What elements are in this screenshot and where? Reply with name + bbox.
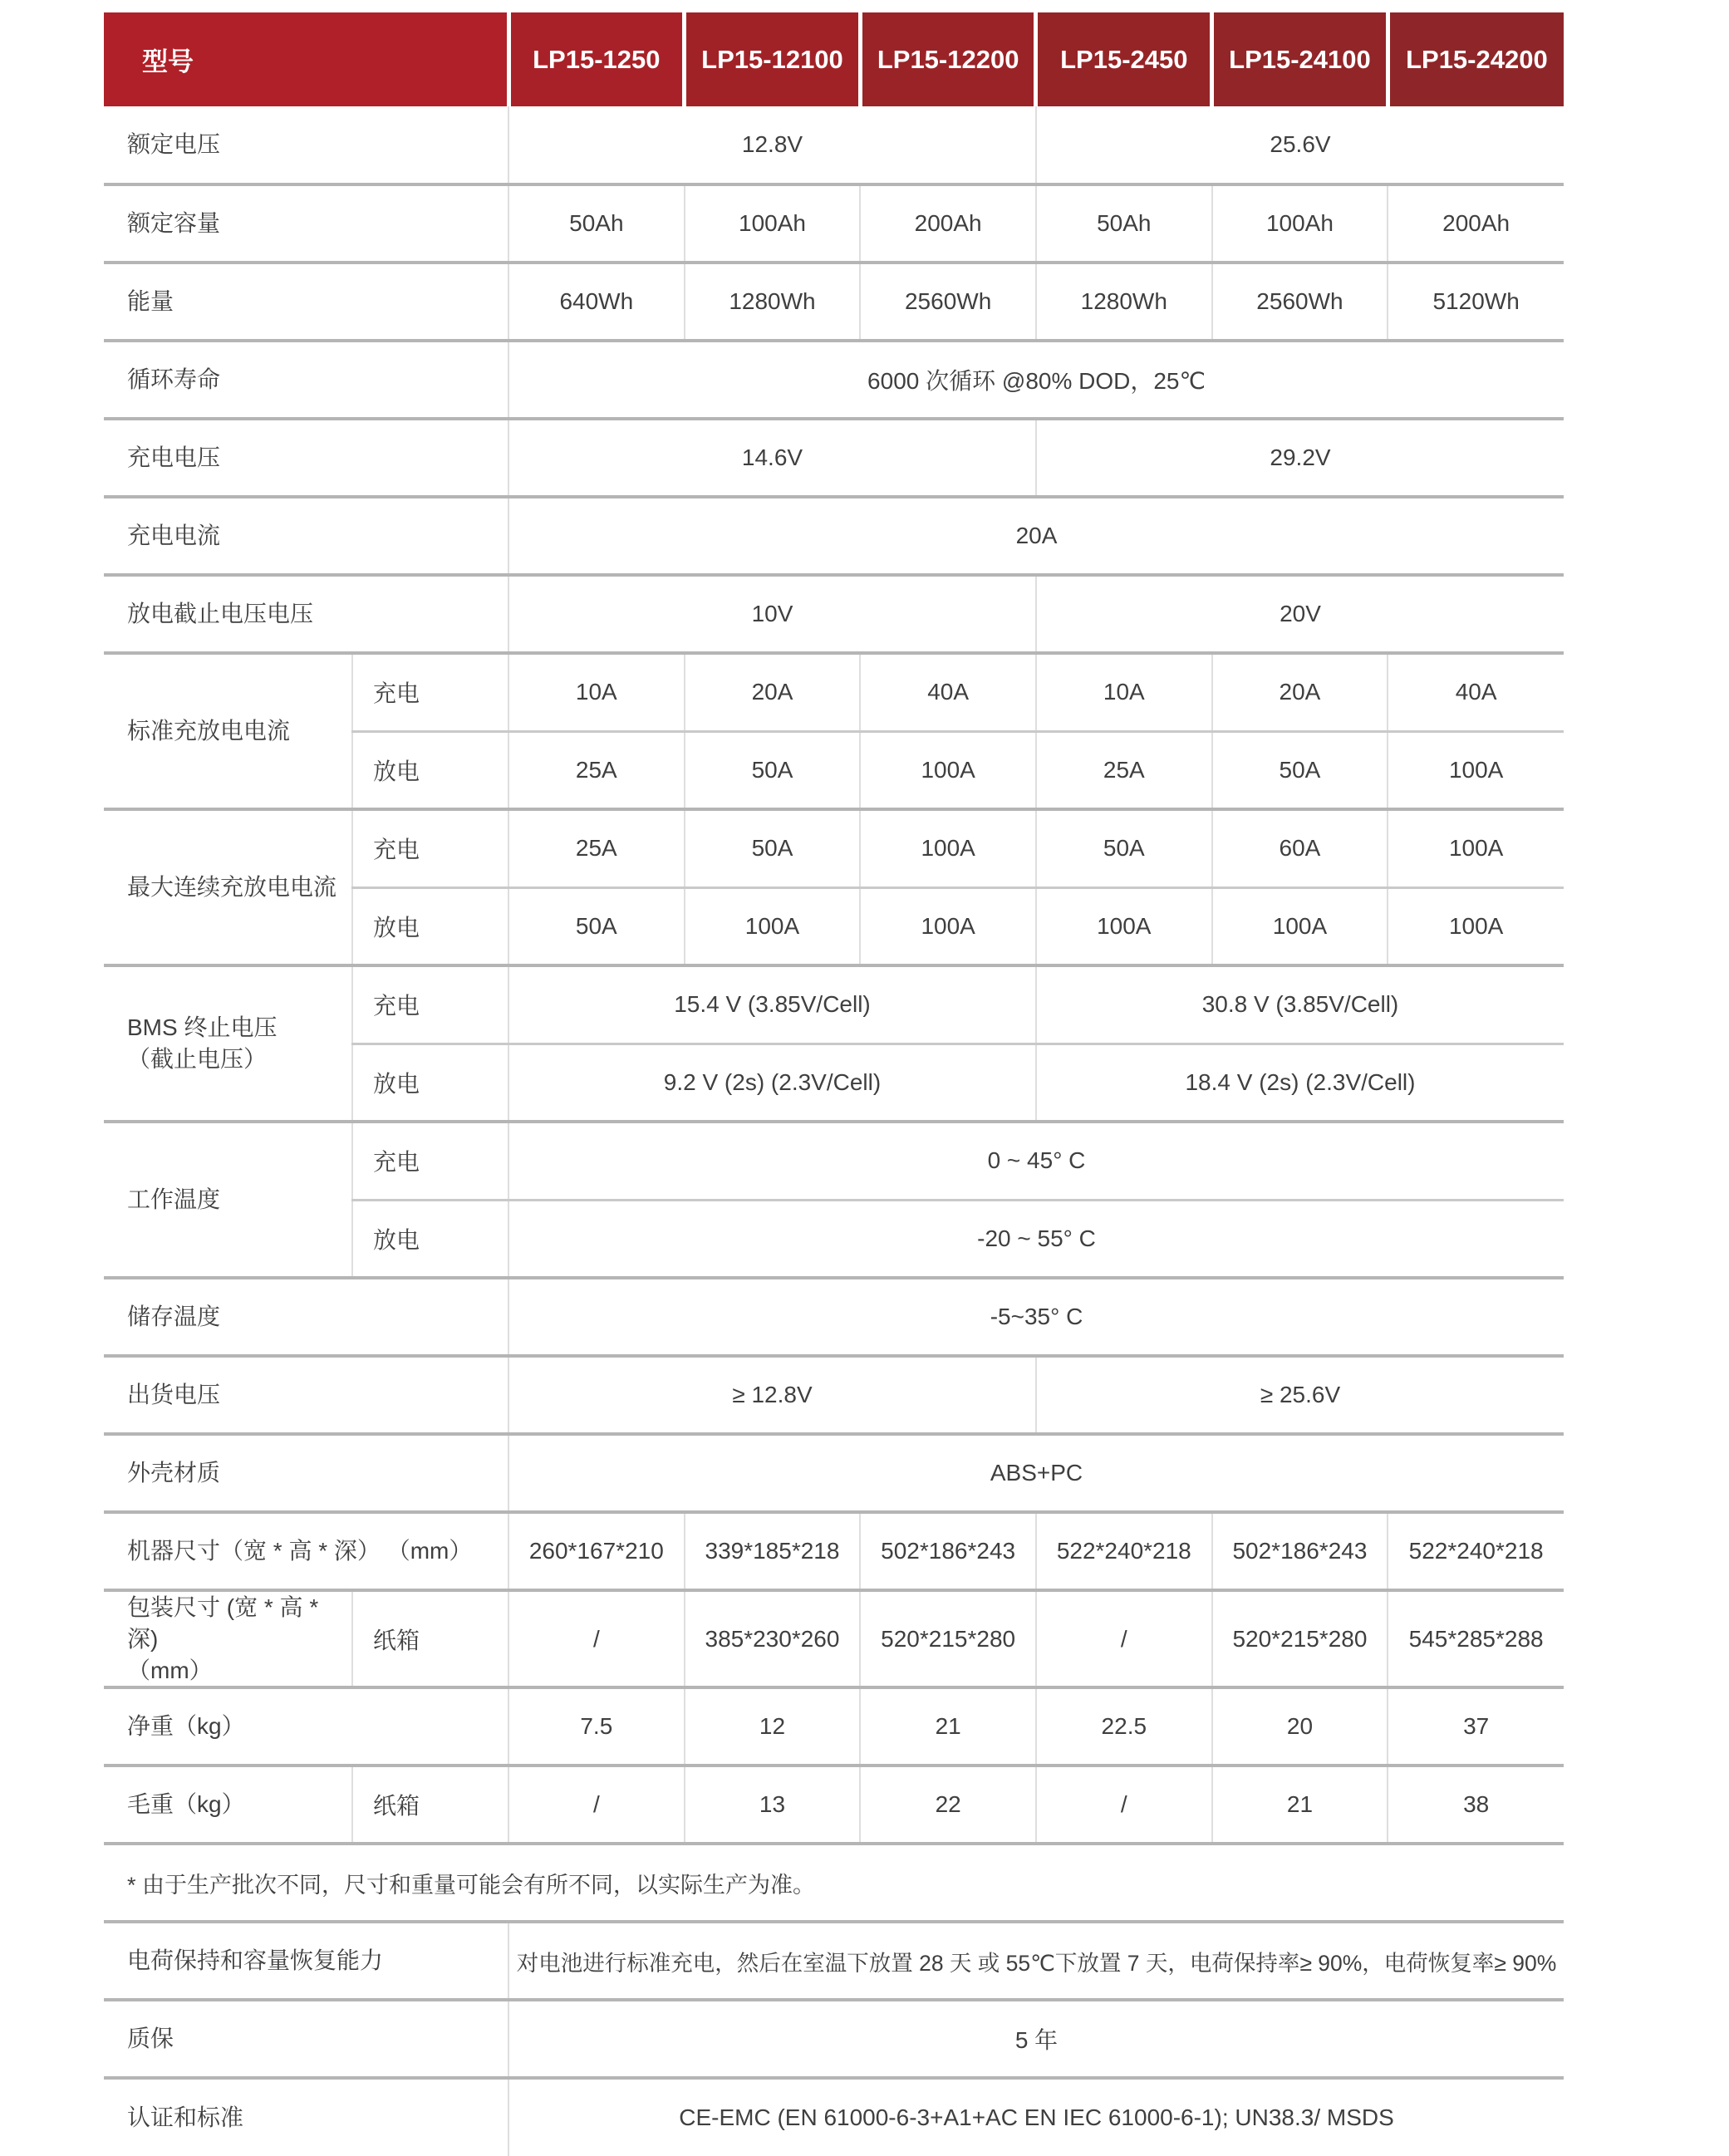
package-size-label-line2: （mm） [127,1657,213,1683]
value-cell: 15.4 V (3.85V/Cell) [508,965,1036,1044]
value-cell: / [508,1766,685,1844]
model-column-header: LP15-12200 [860,12,1036,106]
value-cell: 9.2 V (2s) (2.3V/Cell) [508,1044,1036,1122]
spec-row-shipping-voltage [104,1356,1564,1434]
standard-current-label: 标准充放电电流 [104,653,352,809]
model-column-header: LP15-2450 [1036,12,1212,106]
spec-row-operating-temp-charge [104,1122,1564,1200]
value-cell: ABS+PC [508,1434,1564,1512]
value-cell: 50A [1036,809,1212,887]
value-cell: 5120Wh [1388,263,1564,341]
value-cell: 13 [685,1766,861,1844]
charge-sub-label: 充电 [352,809,508,887]
value-cell: / [1036,1590,1212,1687]
value-cell: 522*240*218 [1036,1512,1212,1590]
spec-row-charge-current [104,497,1564,575]
spec-row-charge-retention [104,1922,1564,2000]
discharge-sub-label: 放电 [352,1200,508,1278]
model-column-header: LP15-24200 [1388,12,1564,106]
model-column-header: LP15-1250 [508,12,685,106]
warranty-label: 质保 [104,2000,508,2078]
spec-row-warranty [104,2000,1564,2078]
value-cell: 50A [1212,731,1388,809]
value-cell: 520*215*280 [860,1590,1036,1687]
rated-capacity-label: 额定容量 [104,184,508,263]
value-cell: 545*285*288 [1388,1590,1564,1687]
value-cell: 12 [685,1687,861,1766]
value-cell: 50A [685,731,861,809]
gross-weight-label: 毛重（kg） [104,1766,352,1844]
value-cell: 21 [860,1687,1036,1766]
value-cell: 260*167*210 [508,1512,685,1590]
charge-sub-label: 充电 [352,653,508,731]
production-batch-note: * 由于生产批次不同，尺寸和重量可能会有所不同，以实际生产为准。 [104,1844,1564,1922]
spec-row-standard-current-charge [104,653,1564,731]
charge-sub-label: 充电 [352,1122,508,1200]
value-cell: 100A [1388,731,1564,809]
charge-voltage-label: 充电电压 [104,419,508,497]
discharge-cutoff-voltage-label: 放电截止电压电压 [104,575,508,653]
storage-temp-label: 储存温度 [104,1278,508,1356]
value-cell: -5~35° C [508,1278,1564,1356]
value-cell: 40A [860,653,1036,731]
spec-row-rated-capacity [104,184,1564,263]
value-cell: 25.6V [1036,106,1564,184]
spec-row-machine-size [104,1512,1564,1590]
spec-row-max-current-charge [104,809,1564,887]
value-cell: 37 [1388,1687,1564,1766]
value-cell: 7.5 [508,1687,685,1766]
header-row [104,12,1564,106]
value-cell: 50Ah [1036,184,1212,263]
value-cell: 1280Wh [685,263,861,341]
value-cell: 10A [508,653,685,731]
spec-row-storage-temp [104,1278,1564,1356]
spec-row-rated-voltage [104,106,1564,184]
value-cell: 502*186*243 [860,1512,1036,1590]
value-cell: 6000 次循环 @80% DOD，25℃ [508,341,1564,419]
value-cell: CE-EMC (EN 61000-6-3+A1+AC EN IEC 61000-6-1); UN38.3/ MSDS [508,2078,1564,2156]
discharge-sub-label: 放电 [352,1044,508,1122]
value-cell: 14.6V [508,419,1036,497]
value-cell: 385*230*260 [685,1590,861,1687]
value-cell: 2560Wh [1212,263,1388,341]
value-cell: 25A [1036,731,1212,809]
value-cell: 25A [508,809,685,887]
spec-row-discharge-cutoff-voltage [104,575,1564,653]
value-cell: / [1036,1766,1212,1844]
spec-row-certification [104,2078,1564,2156]
value-cell: 18.4 V (2s) (2.3V/Cell) [1036,1044,1564,1122]
value-cell: 50A [508,887,685,965]
value-cell: 502*186*243 [1212,1512,1388,1590]
bms-cutoff-label [104,965,352,1122]
value-cell: 20 [1212,1687,1388,1766]
charge-retention-label: 电荷保持和容量恢复能力 [104,1922,508,2000]
model-column-header: LP15-24100 [1212,12,1388,106]
charge-sub-label: 充电 [352,965,508,1044]
value-cell: 200Ah [860,184,1036,263]
value-cell: 50A [685,809,861,887]
max-current-label: 最大连续充放电电流 [104,809,352,965]
value-cell: 100A [860,887,1036,965]
spec-row-bms-cutoff-charge [104,965,1564,1044]
value-cell: 1280Wh [1036,263,1212,341]
value-cell: 100A [1388,887,1564,965]
bms-cutoff-label-line2: （截止电压） [127,1046,268,1072]
spec-row-case-material [104,1434,1564,1512]
discharge-sub-label: 放电 [352,887,508,965]
value-cell: 100A [1388,809,1564,887]
value-cell: 60A [1212,809,1388,887]
value-cell: 20V [1036,575,1564,653]
spec-row-energy [104,263,1564,341]
value-cell: 100Ah [685,184,861,263]
value-cell: 40A [1388,653,1564,731]
value-cell: 0 ~ 45° C [508,1122,1564,1200]
value-cell: 10A [1036,653,1212,731]
value-cell: 20A [508,497,1564,575]
value-cell: 100A [860,809,1036,887]
cycle-life-label: 循环寿命 [104,341,508,419]
value-cell: 100Ah [1212,184,1388,263]
value-cell: 22.5 [1036,1687,1212,1766]
value-cell: 522*240*218 [1388,1512,1564,1590]
spec-row-package-size [104,1590,1564,1687]
value-cell: 640Wh [508,263,685,341]
value-cell: ≥ 12.8V [508,1356,1036,1434]
package-size-label-line1: 包装尺寸 (宽 * 高 * 深) [127,1594,319,1652]
value-cell: 100A [1036,887,1212,965]
value-cell: 20A [1212,653,1388,731]
value-cell: 22 [860,1766,1036,1844]
case-material-label: 外壳材质 [104,1434,508,1512]
value-cell: 100A [860,731,1036,809]
value-cell: 对电池进行标准充电，然后在室温下放置 28 天 或 55℃下放置 7 天，电荷保持率≥ 90%，电荷恢复率≥ 90% [508,1922,1564,2000]
value-cell: 50Ah [508,184,685,263]
bms-cutoff-label-line1: BMS 终止电压 [127,1014,278,1041]
discharge-sub-label: 放电 [352,731,508,809]
value-cell: 25A [508,731,685,809]
model-column-header: LP15-12100 [685,12,861,106]
value-cell: -20 ~ 55° C [508,1200,1564,1278]
spec-row-charge-voltage [104,419,1564,497]
carton-sub-label: 纸箱 [352,1590,508,1687]
value-cell: 200Ah [1388,184,1564,263]
certification-label: 认证和标准 [104,2078,508,2156]
value-cell: 38 [1388,1766,1564,1844]
shipping-voltage-label: 出货电压 [104,1356,508,1434]
spec-row-net-weight [104,1687,1564,1766]
value-cell: 12.8V [508,106,1036,184]
rated-voltage-label: 额定电压 [127,131,221,158]
battery-spec-table [104,12,1564,2156]
value-cell: 10V [508,575,1036,653]
value-cell: 520*215*280 [1212,1590,1388,1687]
value-cell: 30.8 V (3.85V/Cell) [1036,965,1564,1044]
footnote-row [104,1844,1564,1922]
value-cell: 21 [1212,1766,1388,1844]
value-cell: 2560Wh [860,263,1036,341]
model-row-label: 型号 [104,12,508,106]
machine-size-label: 机器尺寸（宽 * 高 * 深） （mm） [104,1512,508,1590]
spec-row-cycle-life [104,341,1564,419]
value-cell: 100A [685,887,861,965]
value-cell: ≥ 25.6V [1036,1356,1564,1434]
operating-temp-label: 工作温度 [104,1122,352,1278]
value-cell: / [508,1590,685,1687]
value-cell: 29.2V [1036,419,1564,497]
package-size-label [104,1590,352,1687]
carton-sub-label: 纸箱 [352,1766,508,1844]
value-cell: 100A [1212,887,1388,965]
value-cell: 339*185*218 [685,1512,861,1590]
energy-label: 能量 [104,263,508,341]
charge-current-label: 充电电流 [104,497,508,575]
net-weight-label: 净重（kg） [104,1687,508,1766]
value-cell: 5 年 [508,2000,1564,2078]
value-cell: 20A [685,653,861,731]
spec-row-gross-weight [104,1766,1564,1844]
